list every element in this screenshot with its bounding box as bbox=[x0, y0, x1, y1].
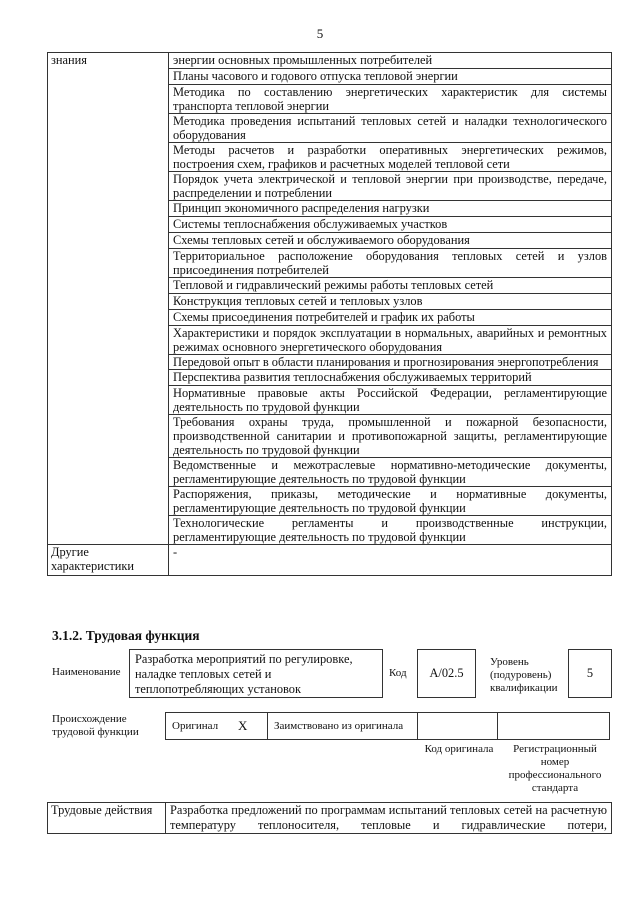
knowledge-label: знания bbox=[48, 53, 169, 545]
page-number: 5 bbox=[316, 26, 324, 41]
knowledge-item: Передовой опыт в области планирования и прогнозирования энергопотребления bbox=[169, 355, 612, 370]
knowledge-item: Конструкция тепловых сетей и тепловых узлов bbox=[169, 294, 612, 310]
other-characteristics-label: Другие характеристики bbox=[48, 545, 169, 576]
code-label: Код bbox=[389, 667, 407, 679]
original-label: Оригинал bbox=[172, 720, 219, 732]
actions-label: Трудовые действия bbox=[48, 803, 166, 834]
knowledge-table bbox=[47, 52, 612, 576]
knowledge-item: Распоряжения, приказы, методические и нормативные документы, регламентирующие деятельность по трудовой функции bbox=[169, 487, 612, 516]
code-original-caption: Код оригинала bbox=[424, 743, 494, 755]
knowledge-item: Порядок учета электрической и тепловой энергии при производстве, передаче, распределении и потреблении bbox=[169, 172, 612, 201]
knowledge-item: Системы теплоснабжения обслуживаемых участков bbox=[169, 217, 612, 233]
borrowed-label: Заимствовано из оригинала bbox=[274, 720, 404, 732]
knowledge-item: Требования охраны труда, промышленной и пожарной безопасности, производственной санитарии и противопожарной защиты, регламентирующие деятельность по трудовой функции bbox=[169, 415, 612, 458]
function-code: А/02.5 bbox=[417, 649, 476, 698]
reg-number-caption: Регистрационный номер профессионального стандарта bbox=[508, 743, 602, 794]
knowledge-item: Технологические регламенты и производственные инструкции, регламентирующие деятельность по трудовой функции bbox=[169, 516, 612, 545]
knowledge-item: Схемы тепловых сетей и обслуживаемого оборудования bbox=[169, 233, 612, 249]
knowledge-item: Нормативные правовые акты Российской Федерации, регламентирующие деятельность по трудовой функции bbox=[169, 386, 612, 415]
qualification-level: 5 bbox=[568, 649, 612, 698]
level-label: Уровень (подуровень) квалификации bbox=[490, 656, 558, 694]
name-label: Наименование bbox=[52, 666, 121, 678]
original-mark: X bbox=[238, 718, 248, 733]
knowledge-item: Перспектива развития теплоснабжения обслуживаемых территорий bbox=[169, 370, 612, 386]
knowledge-item: Характеристики и порядок эксплуатации в нормальных, аварийных и ремонтных режимах основного энергетического оборудования bbox=[169, 326, 612, 355]
divider bbox=[417, 713, 418, 739]
other-characteristics-value: - bbox=[169, 545, 612, 576]
knowledge-item: Методика по составлению энергетических характеристик для системы транспорта тепловой энергии bbox=[169, 85, 612, 114]
knowledge-item: Территориальное расположение оборудования тепловых сетей и узлов присоединения потребителей bbox=[169, 249, 612, 278]
divider bbox=[497, 713, 498, 739]
knowledge-item: Планы часового и годового отпуска тепловой энергии bbox=[169, 69, 612, 85]
knowledge-item: Принцип экономичного распределения нагрузки bbox=[169, 201, 612, 217]
function-name: Разработка мероприятий по регулировке, наладке тепловых сетей и теплопотребляющих установок bbox=[129, 649, 383, 698]
knowledge-item: Схемы присоединения потребителей и график их работы bbox=[169, 310, 612, 326]
knowledge-item: Методы расчетов и разработки оперативных энергетических режимов, построения схем, графиков и расчетных моделей тепловой сети bbox=[169, 143, 612, 172]
actions-table bbox=[47, 802, 612, 834]
knowledge-item: Тепловой и гидравлический режимы работы тепловых сетей bbox=[169, 278, 612, 294]
section-title: 3.1.2. Трудовая функция bbox=[52, 628, 200, 643]
actions-text: Разработка предложений по программам испытаний тепловых сетей на расчетную температуру теплоносителя, тепловые и гидравлические потери, bbox=[166, 803, 612, 834]
origin-box bbox=[165, 712, 610, 740]
knowledge-item: энергии основных промышленных потребителей bbox=[169, 53, 612, 69]
origin-label: Происхождение трудовой функции bbox=[52, 713, 139, 738]
knowledge-item: Ведомственные и межотраслевые нормативно-методические документы, регламентирующие деятельность по трудовой функции bbox=[169, 458, 612, 487]
knowledge-item: Методика проведения испытаний тепловых сетей и наладки технологического оборудования bbox=[169, 114, 612, 143]
divider bbox=[267, 713, 268, 739]
